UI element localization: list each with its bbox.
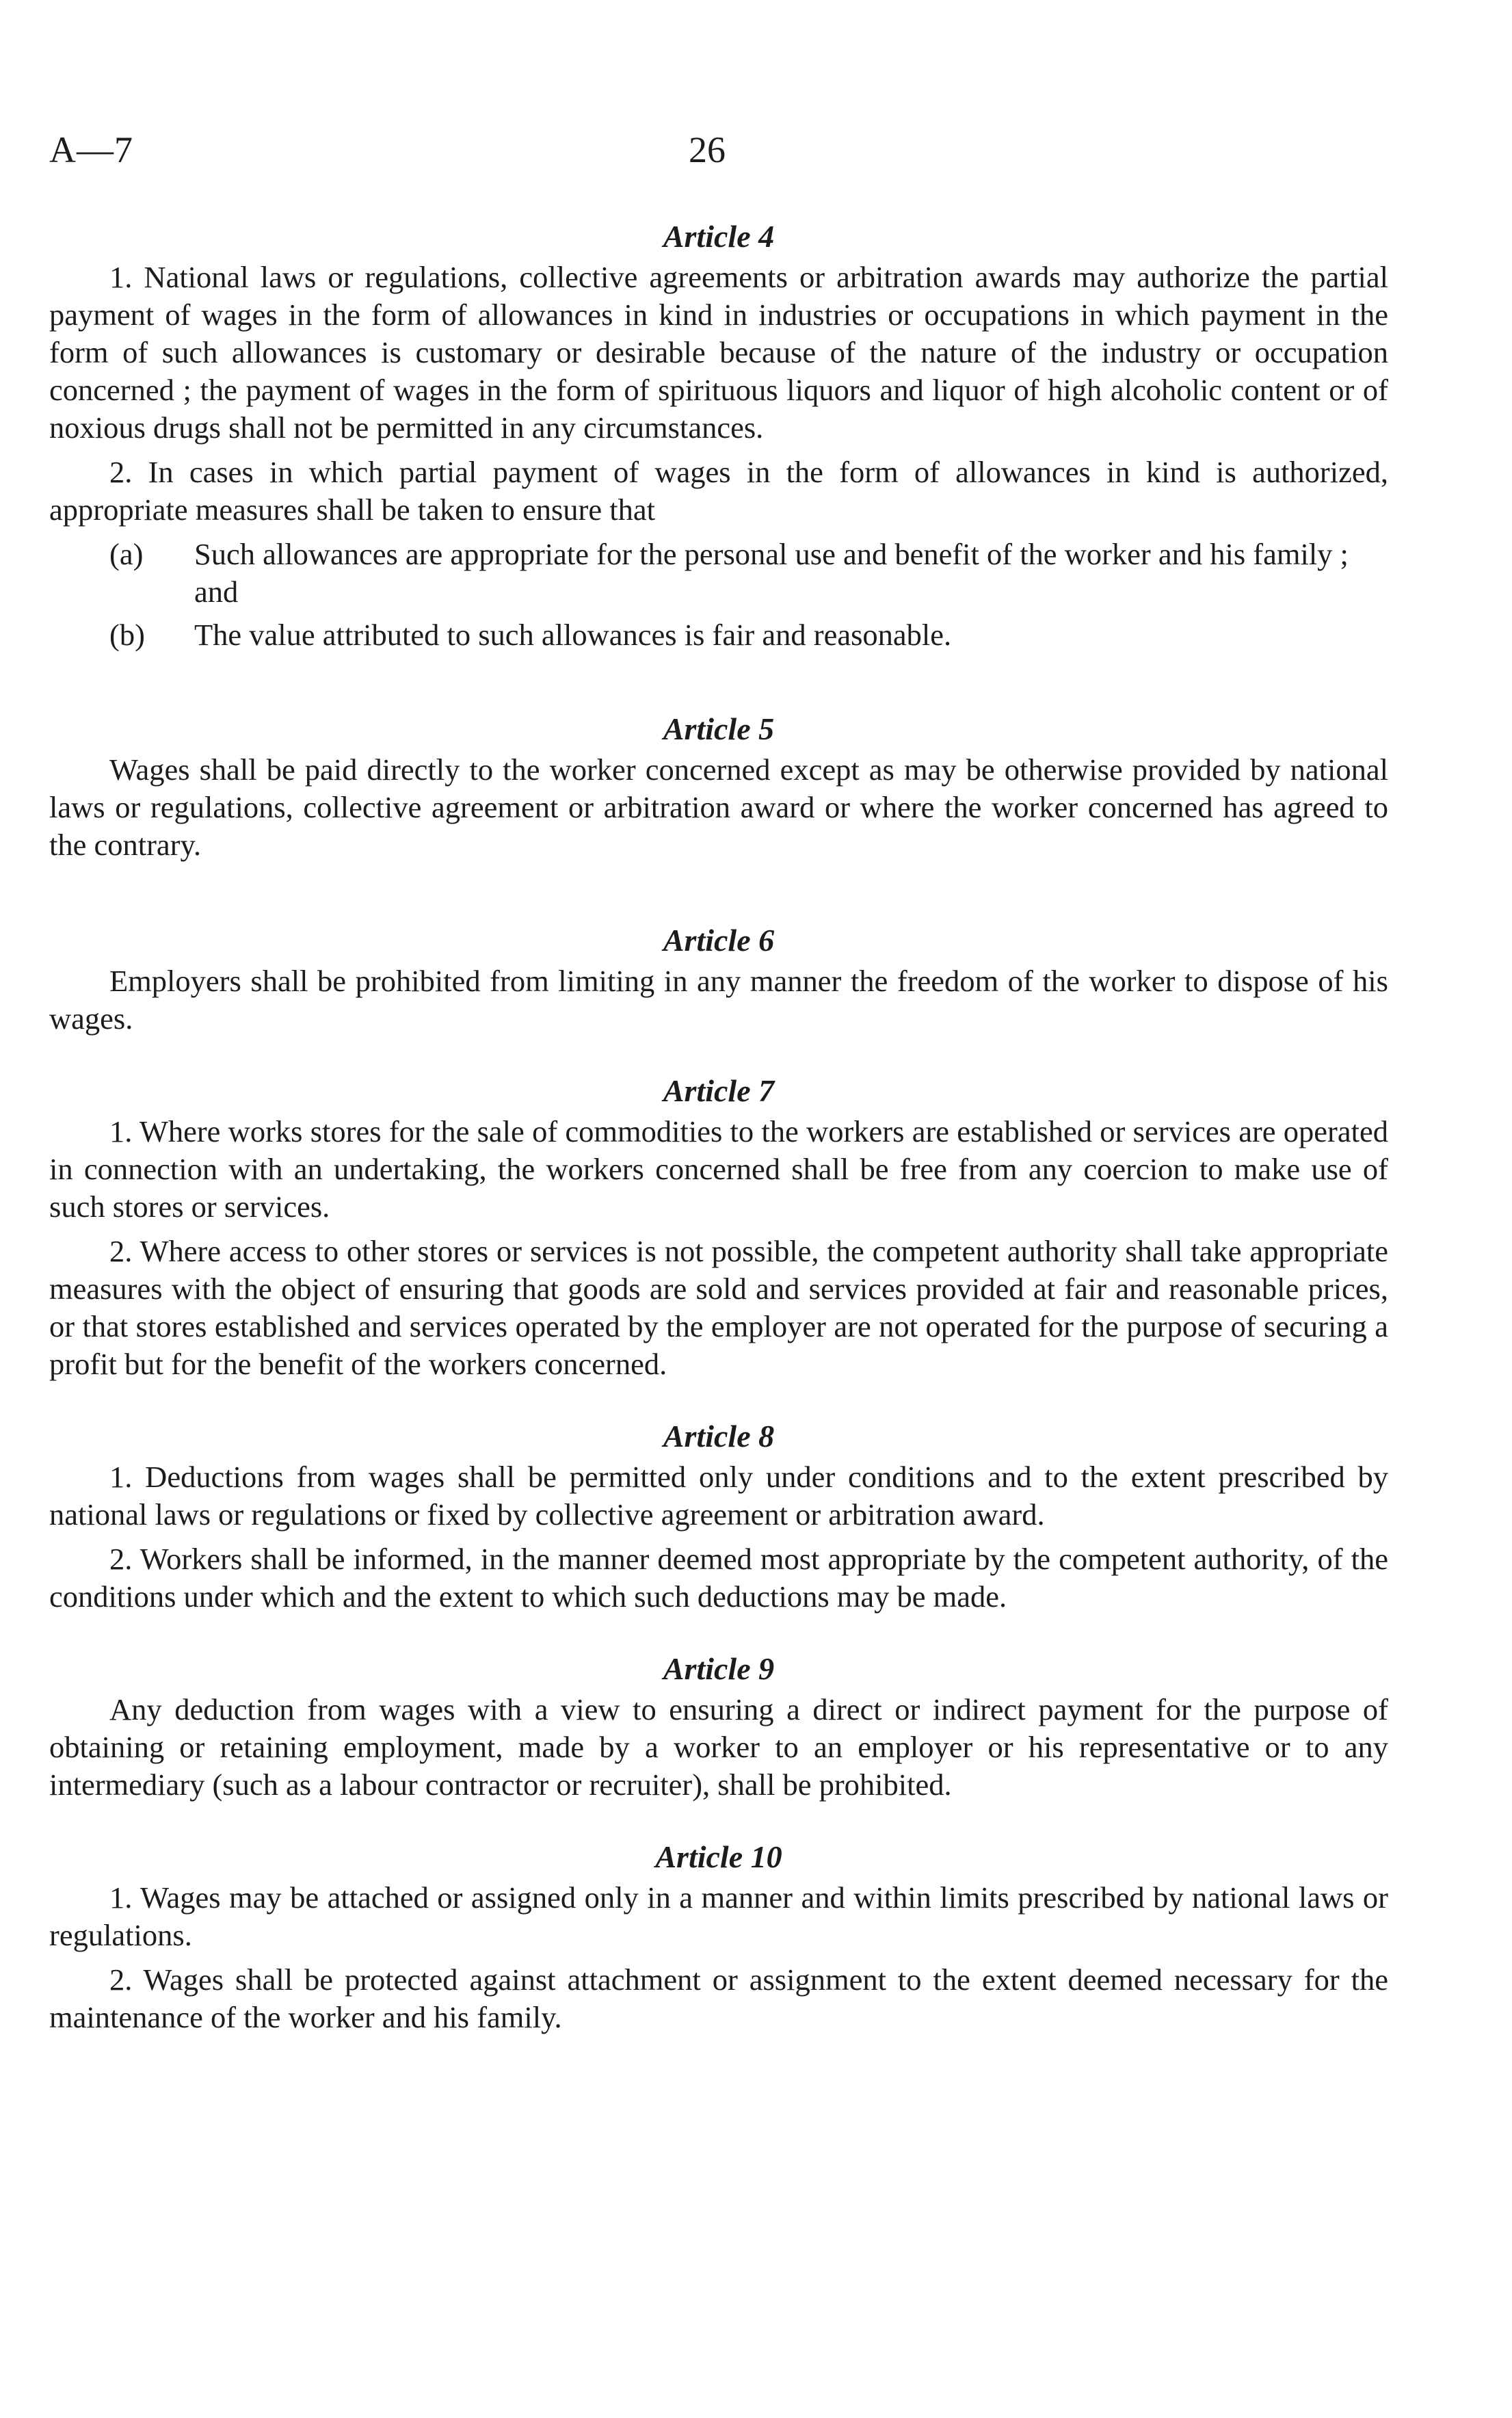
list-marker: (b)	[109, 618, 145, 652]
article-title: Article 8	[663, 1419, 775, 1454]
article-paragraph: 2. Workers shall be informed, in the manner deemed most appropriate by the competent authority, of the conditions under which and the extent to which such deductions may be made.	[49, 1542, 1388, 1614]
list-item	[49, 616, 1388, 654]
article-paragraph: Employers shall be prohibited from limiting in any manner the freedom of the worker to dispose of his wages.	[49, 964, 1388, 1036]
article-4	[49, 218, 1388, 654]
article-paragraph: 1. National laws or regulations, collective agreements or arbitration awards may authorize the partial payment of wages in the form of allowances in kind in industries or occupations in which payment in the form of such allowances is customary or desirable because of the nature of the industry or occupation concerned ; the payment of wages in the form of spirituous liquors and liquor of high alcoholic content or of noxious drugs shall not be permitted in any circumstances.	[49, 260, 1388, 445]
article-9	[49, 1650, 1388, 1804]
spacer	[49, 1811, 1388, 1838]
document-reference: A—7	[49, 129, 133, 170]
article-paragraph: Any deduction from wages with a view to ensuring a direct or indirect payment for the purpose of obtaining or retaining employment, made by a worker to an employer or his representative or to any intermediary (such as a labour contractor or recruiter), shall be prohibited.	[49, 1692, 1388, 1802]
article-paragraph: Wages shall be paid directly to the worker concerned except as may be otherwise provided by national laws or regulations, collective agreement or arbitration award or where the worker concerned has agreed to the contrary.	[49, 752, 1388, 862]
article-6	[49, 921, 1388, 1038]
page-number: 26	[689, 129, 726, 170]
list-marker: (a)	[109, 537, 144, 571]
list-item-text: The value attributed to such allowances is fair and reasonable.	[194, 618, 952, 652]
article-10	[49, 1838, 1388, 2036]
article-title: Article 7	[663, 1073, 775, 1108]
article-5	[49, 710, 1388, 864]
article-8	[49, 1417, 1388, 1616]
spacer	[49, 1044, 1388, 1072]
article-title: Article 5	[663, 711, 775, 746]
article-7	[49, 1072, 1388, 1383]
article-title: Article 4	[663, 219, 775, 254]
article-title: Article 10	[655, 1839, 782, 1874]
article-paragraph: 1. Where works stores for the sale of commodities to the workers are established or services are operated in connection with an undertaking, the workers concerned shall be free from any coercion to make use of such stores or services.	[49, 1114, 1388, 1224]
spacer	[49, 871, 1388, 921]
spacer	[49, 1622, 1388, 1650]
page-header	[49, 129, 1458, 183]
article-title: Article 6	[663, 923, 775, 958]
article-paragraph: 2. Wages shall be protected against attachment or assignment to the extent deemed necessary for the maintenance of the worker and his family.	[49, 1962, 1388, 2034]
list-item-text: Such allowances are appropriate for the personal use and benefit of the worker and his family ; and	[194, 537, 1349, 609]
article-paragraph: 2. In cases in which partial payment of wages in the form of allowances in kind is authorized, appropriate measures shall be taken to ensure that	[49, 455, 1388, 527]
spacer	[49, 1390, 1388, 1417]
article-paragraph: 1. Wages may be attached or assigned only in a manner and within limits prescribed by national laws or regulations.	[49, 1880, 1388, 1952]
document-body	[49, 218, 1388, 2043]
article-paragraph: 1. Deductions from wages shall be permitted only under conditions and to the extent prescribed by national laws or regulations or fixed by collective agreement or arbitration award.	[49, 1460, 1388, 1532]
list-item	[49, 536, 1388, 611]
article-title: Article 9	[663, 1651, 775, 1686]
spacer	[49, 659, 1388, 710]
article-paragraph: 2. Where access to other stores or services is not possible, the competent authority shall take appropriate measures with the object of ensuring that goods are sold and services provided at fair and reasonable prices, or that stores established and services operated by the employer are not operated for the purpose of securing a profit but for the benefit of the workers concerned.	[49, 1234, 1388, 1381]
